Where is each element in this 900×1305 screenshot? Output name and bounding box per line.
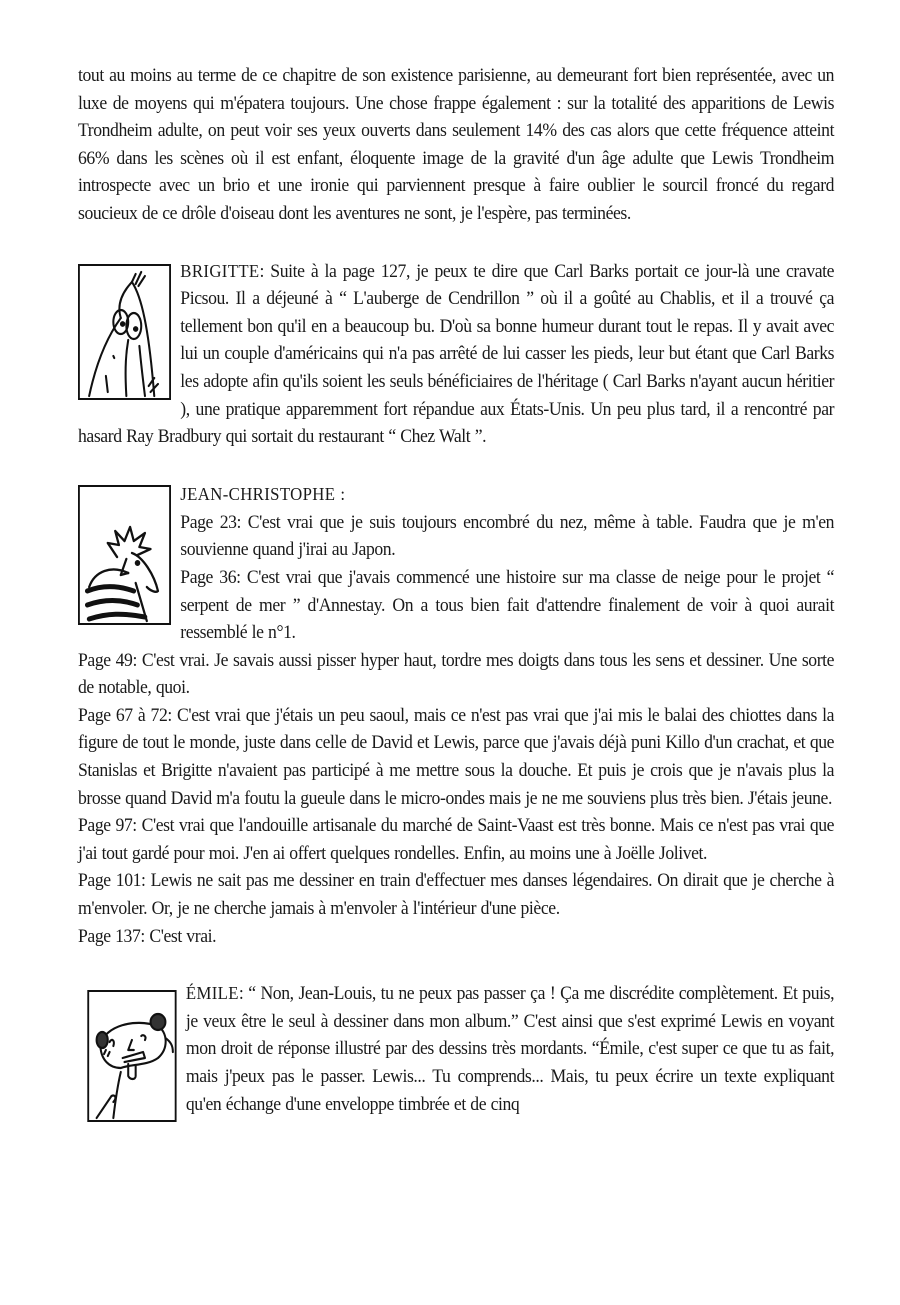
speaker-name: ÉMILE [185,983,239,1004]
list-item: Page 137: C'est vrai. [78,925,217,947]
list-item: Page 67 à 72: C'est vrai que j'étais un peu saoul, mais ce n'est pas vrai que j'ai mis le balai des chiottes dans la figure de tout le monde, juste dans celle de David et Lewis, parce que j'avais déjà puni Killo d'un crachat, et que Stanislas et Brigitte n'avaient pas participé à me mettre sous la douche. Et puis je crois que je n'avais plus la brosse quand David m'a foutu la gueule dans le micro-ondes mais je ne me souviens plus très bien. J'étais jeune. [78,704,835,809]
speaker-separator: : [259,260,271,282]
section-brigitte [78,258,834,451]
section-emile [78,980,834,1126]
section-jean-christophe [78,481,834,951]
list-item: Page 23: C'est vrai que je suis toujours encombré du nez, même à table. Faudra que je m'en souvienne quand j'irai au Japon. [180,511,835,561]
section-text: Suite à la page 127, je peux te dire que Carl Barks portait ce jour-là une cravate Picsou. Il a déjeuné à “ L'auberge de Cendrillon ” où il a goûté au Chablis, et il a trouvé ça tellement bon qu'il en a beaucoup bu. D'où sa bonne humeur durant tout le repas. Il y avait avec lui un couple d'américains qui n'a pas arrêté de lui casser les pieds, leur but étant que Carl Barks les adopte afin qu'ils soient les seuls bénéficiaires de l'héritage ( Carl Barks n'ayant aucun héritier ), une pratique apparemment fort répandue aux États-Unis. Un peu plus tard, il a rencontré par hasard Ray Bradbury qui sortait du restaurant “ Chez Walt ”. [78,260,835,448]
list-item: Page 101: Lewis ne sait pas me dessiner en train d'effectuer mes danses légendaires. On dirait que je cherche à m'envoler. Or, je ne cherche jamais à m'envoler à l'intérieur d'une pièce. [78,870,835,920]
list-item: Page 36: C'est vrai que j'avais commencé une histoire sur ma classe de neige pour le projet “ serpent de mer ” d'Annestay. On a tous bien fait d'attendre finalement de voir à quoi aurait ressemblé le n°1. [180,566,835,644]
speaker-name: BRIGITTE [180,260,260,281]
jean-christophe-portrait-icon [78,485,171,625]
speaker-separator: : [238,983,249,1005]
list-item: Page 49: C'est vrai. Je savais aussi pisser hyper haut, tordre mes doigts dans tous les sens et dessiner. Une sorte de notable, quoi. [78,649,835,699]
document-page [78,62,834,1156]
list-item: Page 97: C'est vrai que l'andouille artisanale du marché de Saint-Vaast est très bonne. Mais ce n'est pas vrai que j'ai tout gardé pour moi. J'en ai offert quelques rondelles. Enfin, au moins une à Joëlle Jolivet. [78,815,835,864]
emile-portrait-icon [87,990,176,1122]
brigitte-portrait-icon [78,264,171,400]
intro-paragraph: tout au moins au terme de ce chapitre de son existence parisienne, au demeurant fort bien représentée, avec un luxe de moyens qui m'épatera toujours. Une chose frappe également : sur la totalité des apparitions de Lewis Trondheim adulte, on peut voir ses yeux ouverts dans seulement 14% des cas alors que cette fréquence atteint 66% dans les scènes où il est enfant, éloquente image de la gravité d'un âge adulte que Lewis Trondheim introspecte avec un brio et une ironie qui parviennent presque à faire oublier le sourcil froncé du regard soucieux de ce drôle d'oiseau dont les aventures ne sont, je l'espère, pas terminées. [78,65,835,224]
section-text: “ Non, Jean-Louis, tu ne peux pas passer ça ! Ça me discrédite complètement. Et puis, je veux être le seul à dessiner dans mon album.” C'est ainsi que s'est exprimé Lewis en voyant mon droit de réponse illustré par des dessins très mordants. “Émile, c'est super ce que tu as fait, mais j'peux pas le passer. Lewis... Tu comprends... Mais, tu peux écrire un texte expliquant qu'en échange d'une enveloppe timbrée et de cinq [185,983,835,1115]
speaker-name: JEAN-CHRISTOPHE : [180,483,346,504]
